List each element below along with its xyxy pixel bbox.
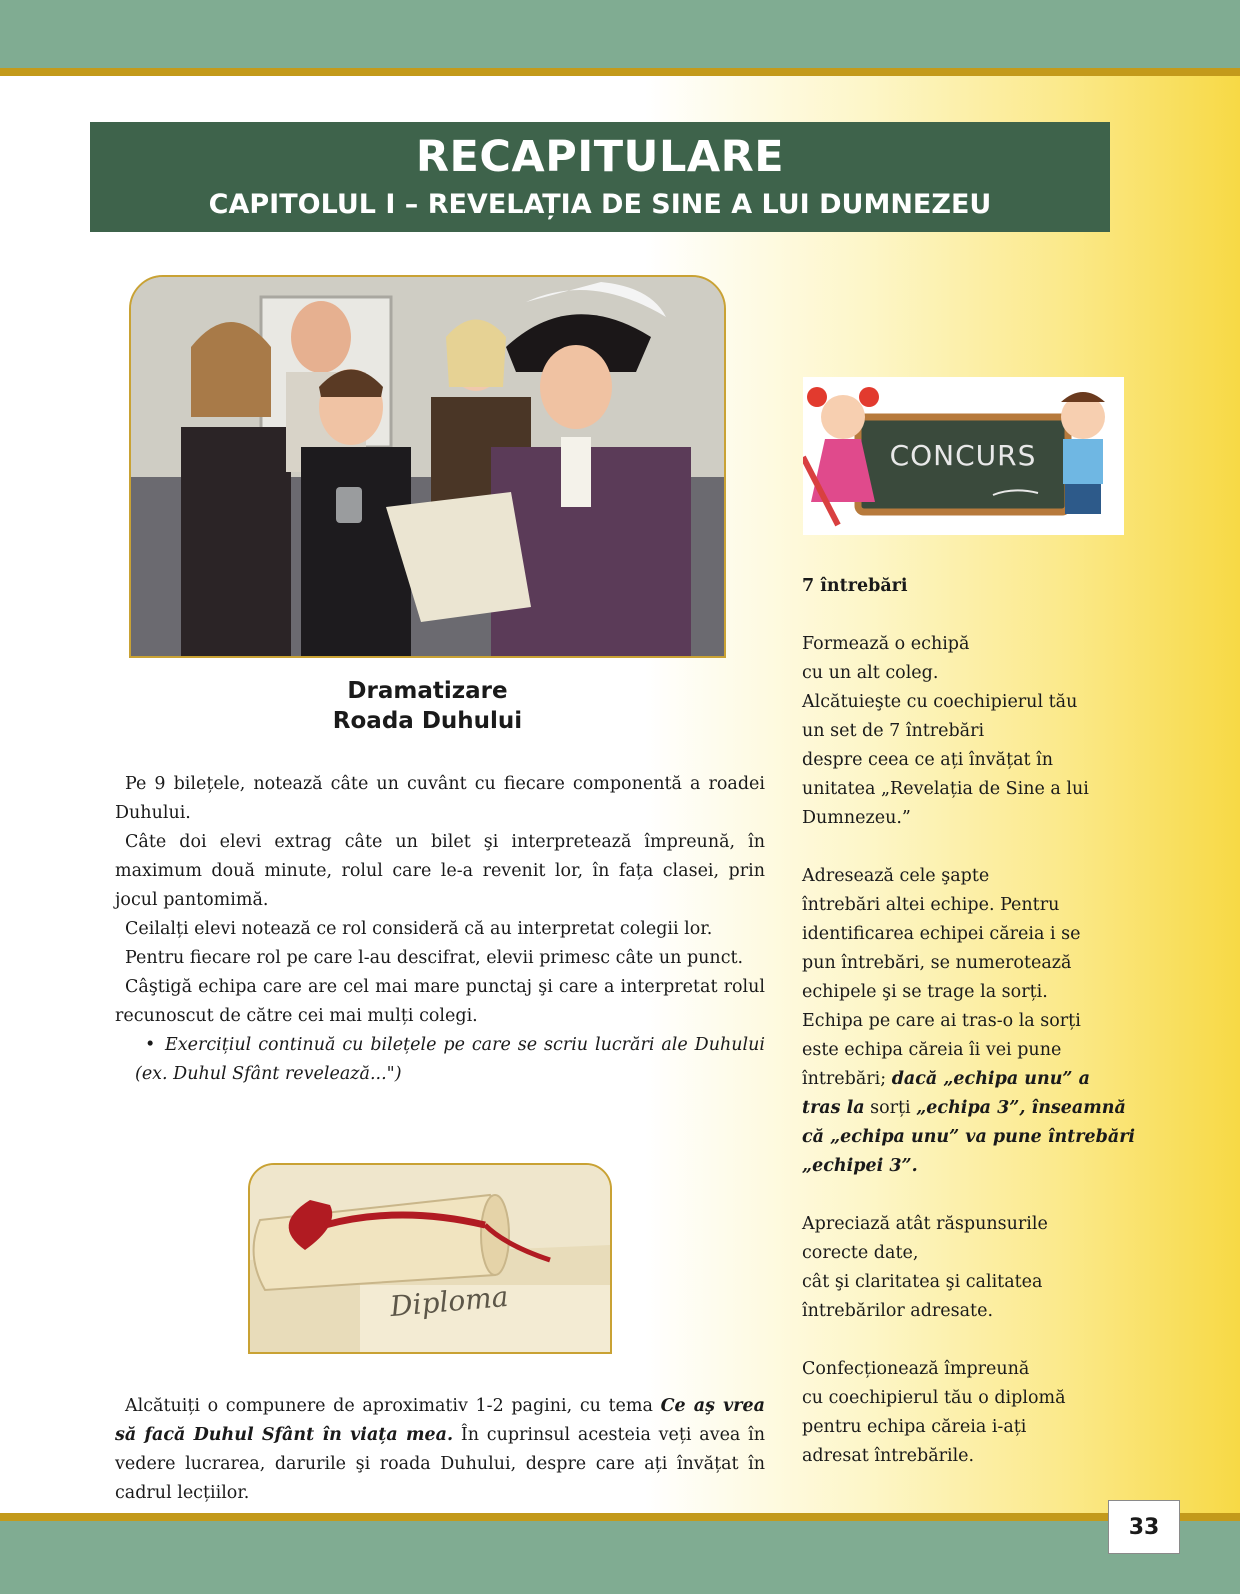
diploma-text: Diploma bbox=[388, 1279, 510, 1324]
text-line: pun întrebări, se numerotează bbox=[802, 953, 1072, 973]
paragraph: Pentru fiecare rol pe care l-au descifrat, elevii primesc câte un punct. bbox=[125, 948, 744, 968]
text-line: un set de 7 întrebări bbox=[802, 721, 985, 741]
title-banner bbox=[90, 122, 1110, 232]
paragraph: Ceilalți elevi notează ce rol consideră că au interpretat colegii lor. bbox=[125, 919, 713, 939]
text-line: întrebărilor adresate. bbox=[802, 1301, 994, 1321]
text-line: Apreciază atât răspunsurile bbox=[802, 1214, 1048, 1234]
paragraph: Câştigă echipa care are cel mai mare punctaj şi care a interpretat rolul recunoscut de către cei mai mulți colegi. bbox=[115, 977, 765, 1026]
text-line: că „echipa unu” va pune întrebări bbox=[802, 1127, 1136, 1147]
assignment-text-start: Alcătuiți o compunere de aproximativ 1-2 pagini, cu tema bbox=[125, 1396, 661, 1416]
paragraph: Câte doi elevi extrag câte un bilet şi interpretează împreună, în maximum două minute, rolul care le-a revenit lor, în fața clasei, prin jocul pantomimă. bbox=[115, 832, 765, 910]
assignment-text-end: În cuprinsul acesteia veți avea în vedere lucrarea, darurile şi roada Duhului, despre care ați învățat în cadrul lecțiilor. bbox=[115, 1425, 765, 1503]
text-line: Echipa pe care ai tras-o la sorți bbox=[802, 1011, 1081, 1031]
text-line: adresat întrebările. bbox=[802, 1446, 975, 1466]
text-line: pentru echipa căreia i-ați bbox=[802, 1417, 1027, 1437]
text-line: întrebări altei echipe. Pentru bbox=[802, 895, 1060, 915]
text-line: Dumnezeu.” bbox=[802, 808, 911, 828]
text-line: despre ceea ce ați învățat în bbox=[802, 750, 1053, 770]
diploma-image bbox=[248, 1163, 612, 1354]
text-line: Adresează cele şapte bbox=[802, 866, 990, 886]
costume-group-photo bbox=[129, 275, 726, 658]
text-line: este echipa căreia îi vei pune bbox=[802, 1040, 1062, 1060]
compunere-assignment bbox=[115, 1392, 765, 1508]
text-line: întrebări; dacă „echipa unu” a bbox=[802, 1069, 1090, 1089]
text-line: identificarea echipei căreia i se bbox=[802, 924, 1081, 944]
page-number: 33 bbox=[1108, 1500, 1180, 1554]
quiz-instructions bbox=[802, 572, 1147, 1471]
text-line: echipele şi se trage la sorți. bbox=[802, 982, 1048, 1002]
bullet-dot-icon: • bbox=[145, 1035, 156, 1055]
bottom-gold-rule bbox=[0, 1513, 1240, 1521]
concurs-label: CONCURS bbox=[889, 439, 1037, 472]
paragraph: Pe 9 bilețele, notează câte un cuvânt cu fiecare componentă a roadei Duhului. bbox=[115, 774, 765, 823]
page-title: RECAPITULARE bbox=[415, 132, 785, 182]
text-line: cu un alt coleg. bbox=[802, 663, 939, 683]
bullet-item bbox=[115, 1031, 765, 1089]
dramatizare-heading: Dramatizare bbox=[347, 678, 508, 704]
bullet-text: Exercițiul continuă cu bilețele pe care se scriu lucrări ale Duhului (ex. Duhul Sfânt revelează...") bbox=[135, 1035, 765, 1084]
roada-duhului-heading: Roada Duhului bbox=[332, 708, 523, 734]
text-line: tras la sorți „echipa 3”, înseamnă bbox=[802, 1098, 1126, 1118]
bottom-band bbox=[0, 1521, 1240, 1594]
text-line: Confecționează împreună bbox=[802, 1359, 1030, 1379]
text-line: cu coechipierul tău o diplomă bbox=[802, 1388, 1066, 1408]
concurs-illustration bbox=[803, 377, 1124, 535]
text-line: corecte date, bbox=[802, 1243, 919, 1263]
text-line: „echipei 3”. bbox=[802, 1156, 918, 1176]
quiz-heading: 7 întrebări bbox=[802, 576, 908, 596]
text-line: cât şi claritatea şi calitatea bbox=[802, 1272, 1043, 1292]
dramatizare-instructions bbox=[115, 770, 765, 1089]
text-line: Formează o echipă bbox=[802, 634, 970, 654]
top-band bbox=[0, 0, 1240, 68]
text-line: unitatea „Revelația de Sine a lui bbox=[802, 779, 1089, 799]
page-subtitle: CAPITOLUL I – REVELAȚIA DE SINE A LUI DUMNEZEU bbox=[208, 189, 992, 220]
assignment-theme: Ce aş vrea să facă Duhul Sfânt în viața mea. bbox=[115, 1396, 765, 1445]
text-line: Alcătuieşte cu coechipierul tău bbox=[802, 692, 1078, 712]
top-gold-rule bbox=[0, 68, 1240, 76]
